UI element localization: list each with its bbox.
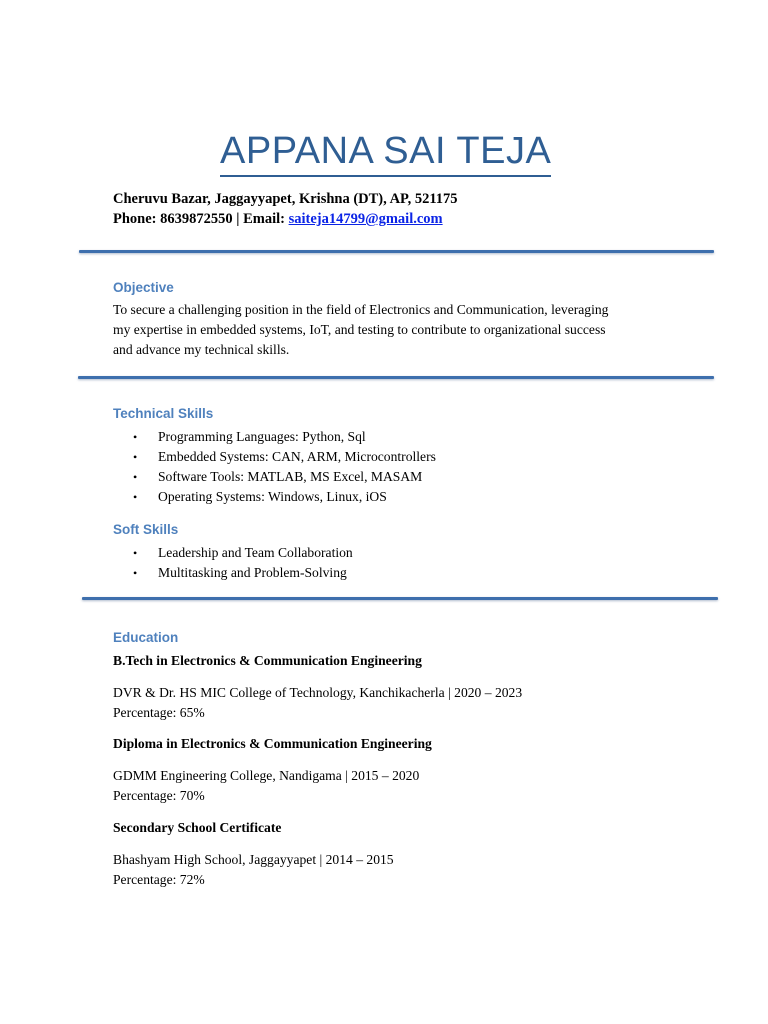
bullet-icon: •: [133, 430, 138, 444]
email-link[interactable]: saiteja14799@gmail.com: [288, 211, 443, 227]
bullet-icon: •: [133, 566, 138, 580]
technical-skills-list: [130, 427, 436, 507]
list-item: [130, 487, 436, 507]
section-divider: [78, 376, 714, 379]
soft-skills-heading: Soft Skills: [113, 522, 179, 537]
name-heading-wrap: [220, 128, 551, 177]
degree-title: Secondary School Certificate: [113, 820, 282, 835]
list-item: [130, 427, 436, 447]
section-divider: [79, 250, 714, 253]
phone-email-line: [113, 209, 458, 229]
objective-text: [113, 300, 653, 360]
phone-label: Phone: 8639872550 | Email:: [113, 211, 289, 227]
soft-skills-list: [130, 543, 353, 583]
bullet-icon: •: [133, 546, 138, 560]
percentage-line: Percentage: 72%: [113, 872, 205, 887]
education-heading: Education: [113, 630, 179, 645]
candidate-name: APPANA SAI TEJA: [220, 128, 551, 177]
institution-line: DVR & Dr. HS MIC College of Technology, Kanchikacherla | 2020 – 2023: [113, 685, 523, 700]
bullet-icon: •: [133, 490, 138, 504]
institution-line: GDMM Engineering College, Nandigama | 2015 – 2020: [113, 768, 420, 783]
address-line: Cheruvu Bazar, Jaggayyapet, Krishna (DT), AP, 521175: [113, 191, 458, 207]
percentage-line: Percentage: 65%: [113, 705, 205, 720]
percentage-line: Percentage: 70%: [113, 788, 205, 803]
list-item: [130, 467, 436, 487]
skill-text: Operating Systems: Windows, Linux, iOS: [158, 489, 387, 504]
list-item: [130, 447, 436, 467]
section-divider: [82, 597, 718, 600]
skill-text: Programming Languages: Python, Sql: [158, 429, 366, 444]
objective-line: and advance my technical skills.: [113, 342, 290, 357]
objective-line: my expertise in embedded systems, IoT, and testing to contribute to organizational success: [113, 322, 606, 337]
degree-title: B.Tech in Electronics & Communication Engineering: [113, 653, 422, 668]
skill-text: Leadership and Team Collaboration: [158, 545, 353, 560]
skill-text: Software Tools: MATLAB, MS Excel, MASAM: [158, 469, 423, 484]
bullet-icon: •: [133, 450, 138, 464]
bullet-icon: •: [133, 470, 138, 484]
list-item: [130, 563, 353, 583]
skill-text: Embedded Systems: CAN, ARM, Microcontrollers: [158, 449, 436, 464]
objective-line: To secure a challenging position in the field of Electronics and Communication, leveraging: [113, 302, 609, 317]
contact-block: [113, 189, 458, 229]
objective-heading: Objective: [113, 280, 174, 295]
degree-title: Diploma in Electronics & Communication Engineering: [113, 736, 432, 751]
technical-skills-heading: Technical Skills: [113, 406, 214, 421]
institution-line: Bhashyam High School, Jaggayyapet | 2014 – 2015: [113, 852, 394, 867]
skill-text: Multitasking and Problem-Solving: [158, 565, 347, 580]
list-item: [130, 543, 353, 563]
